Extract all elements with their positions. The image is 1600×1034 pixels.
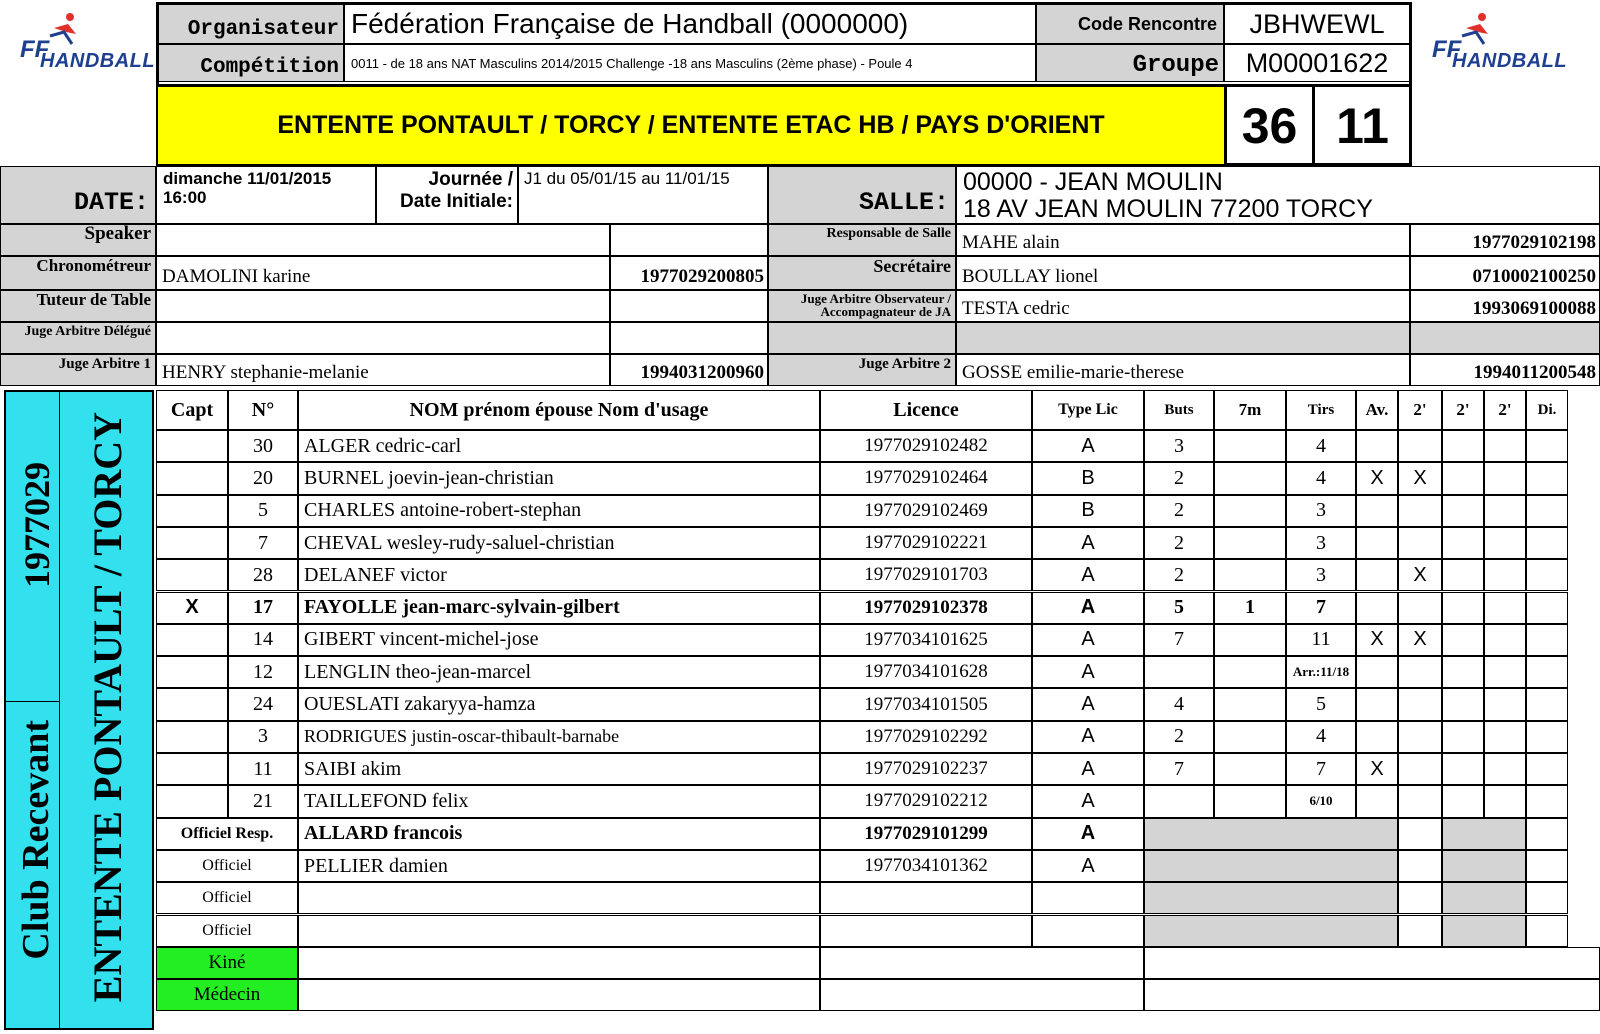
player-name-cell: DELANEF victor [298,559,820,591]
player-di-cell [1526,495,1568,527]
player-name-cell: ALGER cedric-carl [298,430,820,462]
team-official-type [1032,882,1144,914]
team-official-type: A [1032,850,1144,882]
player-av-cell [1356,785,1398,817]
column-header-di: Di. [1526,390,1568,430]
official-2min-cell [1398,818,1442,850]
ffhb-logo-left [16,6,156,76]
tuteur-licence [610,290,768,322]
player-buts-cell [1144,785,1214,817]
competition-value: 0011 - de 18 ans NAT Masculins 2014/2015 Challenge -18 ans Masculins (2ème phase) - Poule 4 [344,44,1036,82]
player-av-cell [1356,721,1398,753]
medical-licence-cell [820,979,1144,1011]
column-header-m2a: 2' [1398,390,1442,430]
player-av-cell [1356,688,1398,720]
player-m2c-cell [1484,624,1526,656]
date-value [156,166,376,224]
player-name-cell: SAIBI akim [298,753,820,785]
speaker-name [156,224,610,256]
official-stats-shaded [1144,818,1398,850]
medical-role: Kiné [156,947,298,979]
player-capt-cell: X [156,592,228,624]
column-header-licence: Licence [820,390,1032,430]
player-m2c-cell [1484,656,1526,688]
player-num-cell: 11 [228,753,298,785]
player-tirs-cell: 7 [1286,753,1356,785]
player-m2a-cell: X [1398,559,1442,591]
player-name-cell: OUESLATI zakaryya-hamza [298,688,820,720]
player-capt-cell [156,430,228,462]
player-type-cell: A [1032,527,1144,559]
responsable-salle-licence: 1977029102198 [1410,224,1600,256]
team-official-licence: 1977029101299 [820,818,1032,850]
player-m2a-cell [1398,753,1442,785]
column-header-m2c: 2' [1484,390,1526,430]
player-m2a-cell [1398,656,1442,688]
responsable-salle-name: MAHE alain [956,224,1410,256]
player-m7-cell [1214,656,1286,688]
juge-arbitre-2-label: Juge Arbitre 2 [768,354,956,386]
player-buts-cell: 7 [1144,624,1214,656]
player-m2b-cell [1442,721,1484,753]
journee-label-line2: Date Initiale: [400,191,513,212]
player-tirs-cell: Arr.:11/18 [1286,656,1356,688]
player-m2b-cell [1442,624,1484,656]
player-tirs-cell: 4 [1286,462,1356,494]
player-name-cell: LENGLIN theo-jean-marcel [298,656,820,688]
player-num-cell: 5 [228,495,298,527]
delegue-label: Juge Arbitre Délégué [0,322,156,354]
player-av-cell [1356,430,1398,462]
player-capt-cell [156,785,228,817]
player-di-cell [1526,688,1568,720]
player-m7-cell [1214,688,1286,720]
secretaire-label: Secrétaire [768,256,956,290]
player-type-cell: B [1032,462,1144,494]
player-buts-cell: 4 [1144,688,1214,720]
player-name-cell: RODRIGUES justin-oscar-thibault-barnabe [298,721,820,753]
player-tirs-cell: 4 [1286,721,1356,753]
juge-arbitre-2-licence: 1994011200548 [1410,354,1600,386]
team-official-name [298,882,820,914]
organisateur-value: Fédération Française de Handball (0000000) [344,4,1036,44]
journee-label [376,166,518,224]
player-m2b-cell [1442,527,1484,559]
player-m2b-cell [1442,656,1484,688]
chronometreur-label: Chronométreur [0,256,156,290]
player-m2a-cell [1398,688,1442,720]
medical-empty-cell [1144,979,1600,1011]
player-licence-cell: 1977029102212 [820,785,1032,817]
player-tirs-cell: 6/10 [1286,785,1356,817]
player-m2c-cell [1484,527,1526,559]
player-num-cell: 12 [228,656,298,688]
column-header-type: Type Lic [1032,390,1144,430]
player-di-cell [1526,527,1568,559]
player-di-cell [1526,624,1568,656]
player-tirs-cell: 11 [1286,624,1356,656]
team-official-role: Officiel [156,915,298,947]
salle-address: 18 AV JEAN MOULIN 77200 TORCY [963,195,1373,223]
score-away: 11 [1312,84,1410,164]
official-di-cell [1526,818,1568,850]
player-di-cell [1526,592,1568,624]
player-tirs-cell: 7 [1286,592,1356,624]
player-m2b-cell [1442,462,1484,494]
player-m2c-cell [1484,721,1526,753]
medical-role: Médecin [156,979,298,1011]
player-tirs-cell: 3 [1286,527,1356,559]
salle-name: 00000 - JEAN MOULIN [963,168,1223,196]
player-capt-cell [156,721,228,753]
player-num-cell: 24 [228,688,298,720]
player-num-cell: 3 [228,721,298,753]
player-num-cell: 7 [228,527,298,559]
delegue-name [156,322,610,354]
player-licence-cell: 1977029102469 [820,495,1032,527]
player-m2a-cell: X [1398,462,1442,494]
player-m7-cell [1214,753,1286,785]
player-di-cell [1526,785,1568,817]
club-recevant-label: Club Recevant [15,720,57,960]
player-type-cell: B [1032,495,1144,527]
player-type-cell: A [1032,785,1144,817]
player-m7-cell [1214,462,1286,494]
logo-ff-text: FF [1432,36,1462,63]
player-num-cell: 17 [228,592,298,624]
player-licence-cell: 1977034101505 [820,688,1032,720]
player-av-cell [1356,559,1398,591]
player-licence-cell: 1977029102292 [820,721,1032,753]
groupe-label: Groupe [1036,44,1224,82]
organisateur-label: Organisateur [158,4,344,44]
player-num-cell: 28 [228,559,298,591]
date-label: DATE: [0,166,156,224]
player-m2a-cell [1398,495,1442,527]
player-buts-cell: 5 [1144,592,1214,624]
player-capt-cell [156,462,228,494]
secretaire-name: BOULLAY lionel [956,256,1410,290]
player-name-cell: GIBERT vincent-michel-jose [298,624,820,656]
player-m2c-cell [1484,559,1526,591]
player-m2c-cell [1484,592,1526,624]
player-tirs-cell: 3 [1286,559,1356,591]
player-av-cell [1356,592,1398,624]
observateur-licence: 1993069100088 [1410,290,1600,322]
team-official-role: Officiel Resp. [156,818,298,850]
chronometreur-licence: 1977029200805 [610,256,768,290]
player-m7-cell [1214,527,1286,559]
player-m7-cell [1214,495,1286,527]
player-capt-cell [156,495,228,527]
official-di-cell [1526,850,1568,882]
team-official-name: ALLARD francois [298,818,820,850]
player-di-cell [1526,462,1568,494]
speaker-label: Speaker [0,224,156,256]
logo-handball-text: HANDBALL [40,50,156,72]
medical-empty-cell [1144,947,1600,979]
player-m7-cell [1214,785,1286,817]
team-official-name: PELLIER damien [298,850,820,882]
team-official-type [1032,915,1144,947]
tuteur-label: Tuteur de Table [0,290,156,322]
player-m2b-cell [1442,785,1484,817]
player-di-cell [1526,559,1568,591]
official-stats-shaded [1144,882,1398,914]
official-2min-cell [1398,850,1442,882]
club-recevant-panel [6,702,60,1028]
player-capt-cell [156,624,228,656]
player-av-cell [1356,656,1398,688]
juge-arbitre-1-licence: 1994031200960 [610,354,768,386]
observateur-label: Juge Arbitre Observateur / Accompagnateur de JA [768,290,956,322]
player-m2c-cell [1484,785,1526,817]
medical-name [298,979,820,1011]
player-name-cell: CHARLES antoine-robert-stephan [298,495,820,527]
empty-official-name [956,322,1410,354]
official-2min-shaded [1442,882,1526,914]
player-licence-cell: 1977029102237 [820,753,1032,785]
player-m2b-cell [1442,688,1484,720]
player-di-cell [1526,753,1568,785]
player-di-cell [1526,430,1568,462]
player-m7-cell [1214,721,1286,753]
player-type-cell: A [1032,430,1144,462]
player-licence-cell: 1977034101628 [820,656,1032,688]
medical-name [298,947,820,979]
player-type-cell: A [1032,624,1144,656]
player-m2c-cell [1484,753,1526,785]
player-capt-cell [156,527,228,559]
official-stats-shaded [1144,915,1398,947]
delegue-licence [610,322,768,354]
team-official-licence [820,882,1032,914]
match-title: ENTENTE PONTAULT / TORCY / ENTENTE ETAC HB / PAYS D'ORIENT [158,84,1224,164]
column-header-buts: Buts [1144,390,1214,430]
empty-official-label [768,322,956,354]
player-buts-cell: 3 [1144,430,1214,462]
player-buts-cell: 2 [1144,462,1214,494]
player-num-cell: 30 [228,430,298,462]
official-2min-cell [1398,915,1442,947]
player-m2c-cell [1484,688,1526,720]
player-licence-cell: 1977029102378 [820,592,1032,624]
player-name-cell: CHEVAL wesley-rudy-saluel-christian [298,527,820,559]
player-m2a-cell: X [1398,624,1442,656]
player-tirs-cell: 4 [1286,430,1356,462]
player-m2b-cell [1442,430,1484,462]
player-type-cell: A [1032,559,1144,591]
salle-label: SALLE: [768,166,956,224]
player-av-cell [1356,527,1398,559]
player-av-cell: X [1356,624,1398,656]
time-line: 16:00 [163,188,207,207]
club-code-panel [6,392,60,702]
handball-player-icon [46,12,82,48]
team-official-role: Officiel [156,850,298,882]
player-num-cell: 21 [228,785,298,817]
column-header-tirs: Tirs [1286,390,1356,430]
empty-official-licence [1410,322,1600,354]
medical-licence-cell [820,947,1144,979]
team-name-panel [60,392,152,1028]
player-m2a-cell [1398,592,1442,624]
salle-value [956,166,1600,224]
secretaire-licence: 0710002100250 [1410,256,1600,290]
juge-arbitre-1-name: HENRY stephanie-melanie [156,354,610,386]
player-name-cell: FAYOLLE jean-marc-sylvain-gilbert [298,592,820,624]
team-official-type: A [1032,818,1144,850]
column-header-m2b: 2' [1442,390,1484,430]
team-official-licence: 1977034101362 [820,850,1032,882]
player-m2a-cell [1398,721,1442,753]
player-licence-cell: 1977034101625 [820,624,1032,656]
player-tirs-cell: 3 [1286,495,1356,527]
player-di-cell [1526,721,1568,753]
player-m2a-cell [1398,430,1442,462]
player-licence-cell: 1977029101703 [820,559,1032,591]
column-header-capt: Capt [156,390,228,430]
player-buts-cell: 2 [1144,721,1214,753]
column-header-name: NOM prénom épouse Nom d'usage [298,390,820,430]
player-type-cell: A [1032,656,1144,688]
player-type-cell: A [1032,688,1144,720]
column-header-num: N° [228,390,298,430]
player-buts-cell [1144,656,1214,688]
official-di-cell [1526,915,1568,947]
team-official-licence [820,915,1032,947]
player-m2b-cell [1442,592,1484,624]
player-m2c-cell [1484,462,1526,494]
chronometreur-name: DAMOLINI karine [156,256,610,290]
player-m2a-cell [1398,527,1442,559]
journee-label-line1: Journée / [428,169,513,190]
player-licence-cell: 1977029102464 [820,462,1032,494]
competition-label: Compétition [158,44,344,82]
player-buts-cell: 2 [1144,559,1214,591]
player-type-cell: A [1032,592,1144,624]
player-name-cell: BURNEL joevin-jean-christian [298,462,820,494]
player-licence-cell: 1977029102482 [820,430,1032,462]
player-di-cell [1526,656,1568,688]
player-num-cell: 20 [228,462,298,494]
tuteur-name [156,290,610,322]
logo-handball-text: HANDBALL [1452,50,1568,72]
player-m7-cell [1214,430,1286,462]
official-2min-cell [1398,882,1442,914]
player-buts-cell: 2 [1144,495,1214,527]
player-type-cell: A [1032,721,1144,753]
player-av-cell: X [1356,753,1398,785]
ffhb-logo-right [1428,6,1568,76]
player-m2c-cell [1484,430,1526,462]
official-2min-shaded [1442,850,1526,882]
player-type-cell: A [1032,753,1144,785]
player-buts-cell: 7 [1144,753,1214,785]
player-capt-cell [156,753,228,785]
player-licence-cell: 1977029102221 [820,527,1032,559]
score-home: 36 [1224,84,1312,164]
player-buts-cell: 2 [1144,527,1214,559]
observateur-name: TESTA cedric [956,290,1410,322]
player-m7-cell: 1 [1214,592,1286,624]
team-official-name [298,915,820,947]
player-av-cell [1356,495,1398,527]
logo-ff-text: FF [20,36,50,63]
handball-player-icon [1458,12,1494,48]
date-line: dimanche 11/01/2015 [163,169,332,188]
player-name-cell: TAILLEFOND felix [298,785,820,817]
official-di-cell [1526,882,1568,914]
team-official-role: Officiel [156,882,298,914]
player-m7-cell [1214,624,1286,656]
juge-arbitre-1-label: Juge Arbitre 1 [0,354,156,386]
code-rencontre-label: Code Rencontre [1036,4,1224,44]
player-m2c-cell [1484,495,1526,527]
player-av-cell: X [1356,462,1398,494]
code-rencontre-value: JBHWEWL [1224,4,1410,44]
player-capt-cell [156,559,228,591]
column-header-m7: 7m [1214,390,1286,430]
player-capt-cell [156,688,228,720]
player-m2b-cell [1442,559,1484,591]
official-2min-shaded [1442,915,1526,947]
player-capt-cell [156,656,228,688]
player-m2b-cell [1442,753,1484,785]
player-num-cell: 14 [228,624,298,656]
player-m2b-cell [1442,495,1484,527]
player-m7-cell [1214,559,1286,591]
speaker-licence [610,224,768,256]
player-tirs-cell: 5 [1286,688,1356,720]
club-code: 1977029 [17,462,57,588]
player-m2a-cell [1398,785,1442,817]
official-2min-shaded [1442,818,1526,850]
groupe-value: M00001622 [1224,44,1410,82]
column-header-av: Av. [1356,390,1398,430]
team-name: ENTENTE PONTAULT / TORCY [85,412,130,1003]
juge-arbitre-2-name: GOSSE emilie-marie-therese [956,354,1410,386]
journee-value: J1 du 05/01/15 au 11/01/15 [518,166,768,224]
responsable-salle-label: Responsable de Salle [768,224,956,256]
official-stats-shaded [1144,850,1398,882]
